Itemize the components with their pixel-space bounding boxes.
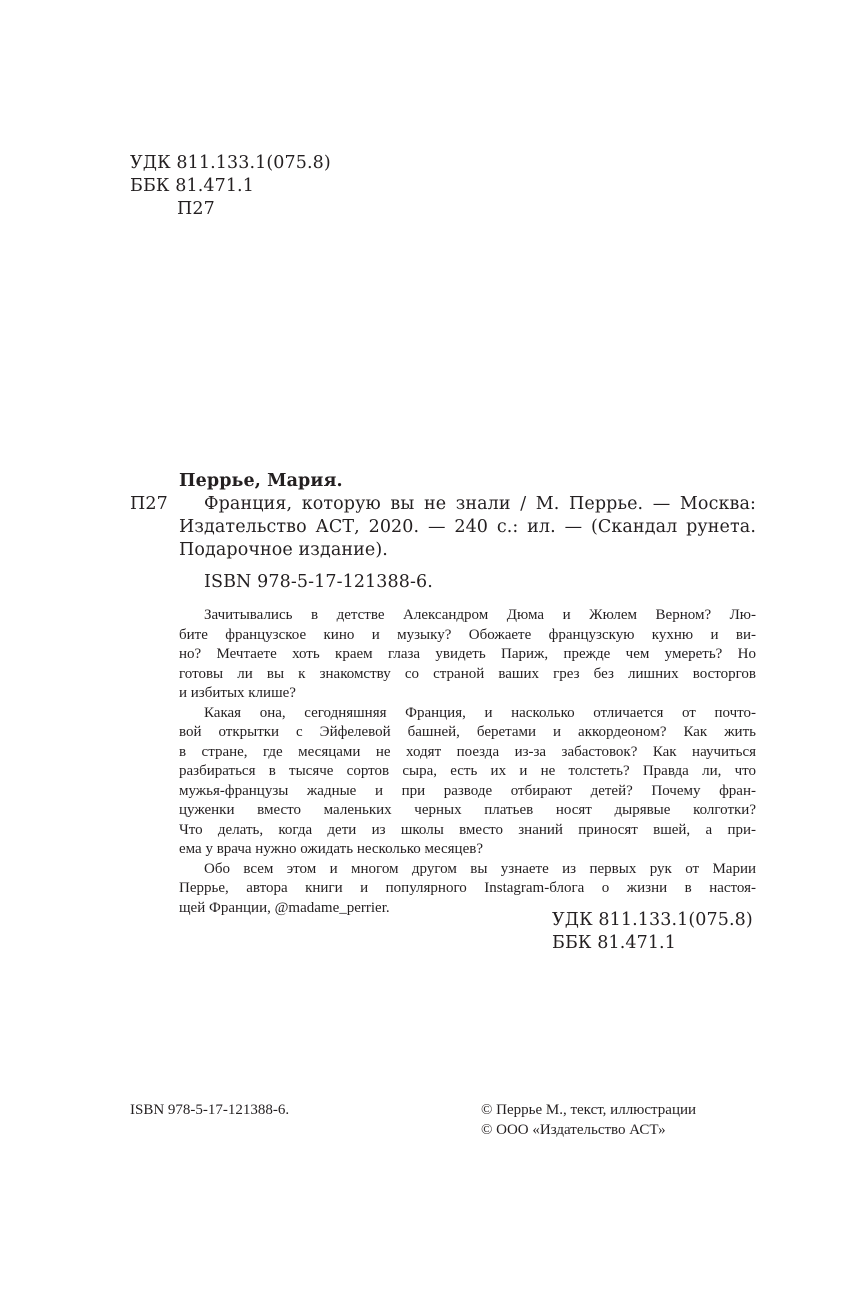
description-line-2: Издательство АСТ, 2020. — 240 с.: ил. — (Скандал рунета. <box>179 517 756 537</box>
text-line: и избитых клише? <box>179 685 296 701</box>
copyright-publisher: © ООО «Издательство АСТ» <box>481 1122 666 1138</box>
text-line: в стране, где месяцами не ходят поезда из-за забастовок? Как научиться <box>179 743 756 760</box>
description-line-1: Франция, которую вы не знали / М. Перрье. — Москва: <box>204 494 756 514</box>
text-line: Перрье, автора книги и популярного Instagram-блога о жизни в настоя- <box>179 880 756 896</box>
text-line: но? Мечтаете хоть краем глаза увидеть Париж, прежде чем умереть? Но <box>179 646 756 662</box>
annotation-paragraph-1 <box>179 606 756 704</box>
card-isbn: ISBN 978-5-17-121388-6. <box>204 572 433 592</box>
author-name: Перрье, Мария. <box>179 471 343 491</box>
footer-bbk-code: ББК 81.471.1 <box>552 933 676 953</box>
description-line-3: Подарочное издание). <box>179 540 388 560</box>
copyright-author: © Перрье М., текст, иллюстрации <box>481 1102 697 1118</box>
card-author-mark: П27 <box>130 494 168 514</box>
text-line: Что делать, когда дети из школы вместо знаний приносят вшей, а при- <box>179 821 756 838</box>
text-line: разбираться в тысяче сортов сыра, есть их и не толстеть? Правда ли, что <box>179 763 756 779</box>
footer-udk-code: УДК 811.133.1(075.8) <box>552 910 753 930</box>
text-line: Зачитывались в детстве Александром Дюма и Жюлем Верном? Лю- <box>204 607 756 623</box>
text-line: бите французское кино и музыку? Обожаете французскую кухню и ви- <box>179 626 756 643</box>
text-line: щей Франции, @madame_perrier. <box>179 899 390 916</box>
udk-code: УДК 811.133.1(075.8) <box>130 153 331 173</box>
author-mark: П27 <box>177 199 215 219</box>
text-line: мужья-французы жадные и при разводе отбирают детей? Почему фран- <box>179 782 756 799</box>
text-line: ема у врача нужно ожидать несколько месяцев? <box>179 841 483 857</box>
text-line: цуженки вместо маленьких черных платьев носят дырявые колготки? <box>179 802 756 818</box>
text-line: вой открытки с Эйфелевой башней, беретами и аккордеоном? Как жить <box>179 724 756 740</box>
bbk-code: ББК 81.471.1 <box>130 176 254 196</box>
text-line: Какая она, сегодняшняя Франция, и насколько отличается от почто- <box>204 704 756 721</box>
text-line: готовы ли вы к знакомству со страной ваших грез без лишних восторгов <box>179 665 756 682</box>
annotation-paragraph-2 <box>179 704 756 860</box>
bottom-isbn: ISBN 978-5-17-121388-6. <box>130 1102 290 1118</box>
text-line: Обо всем этом и многом другом вы узнаете из первых рук от Марии <box>204 860 756 877</box>
